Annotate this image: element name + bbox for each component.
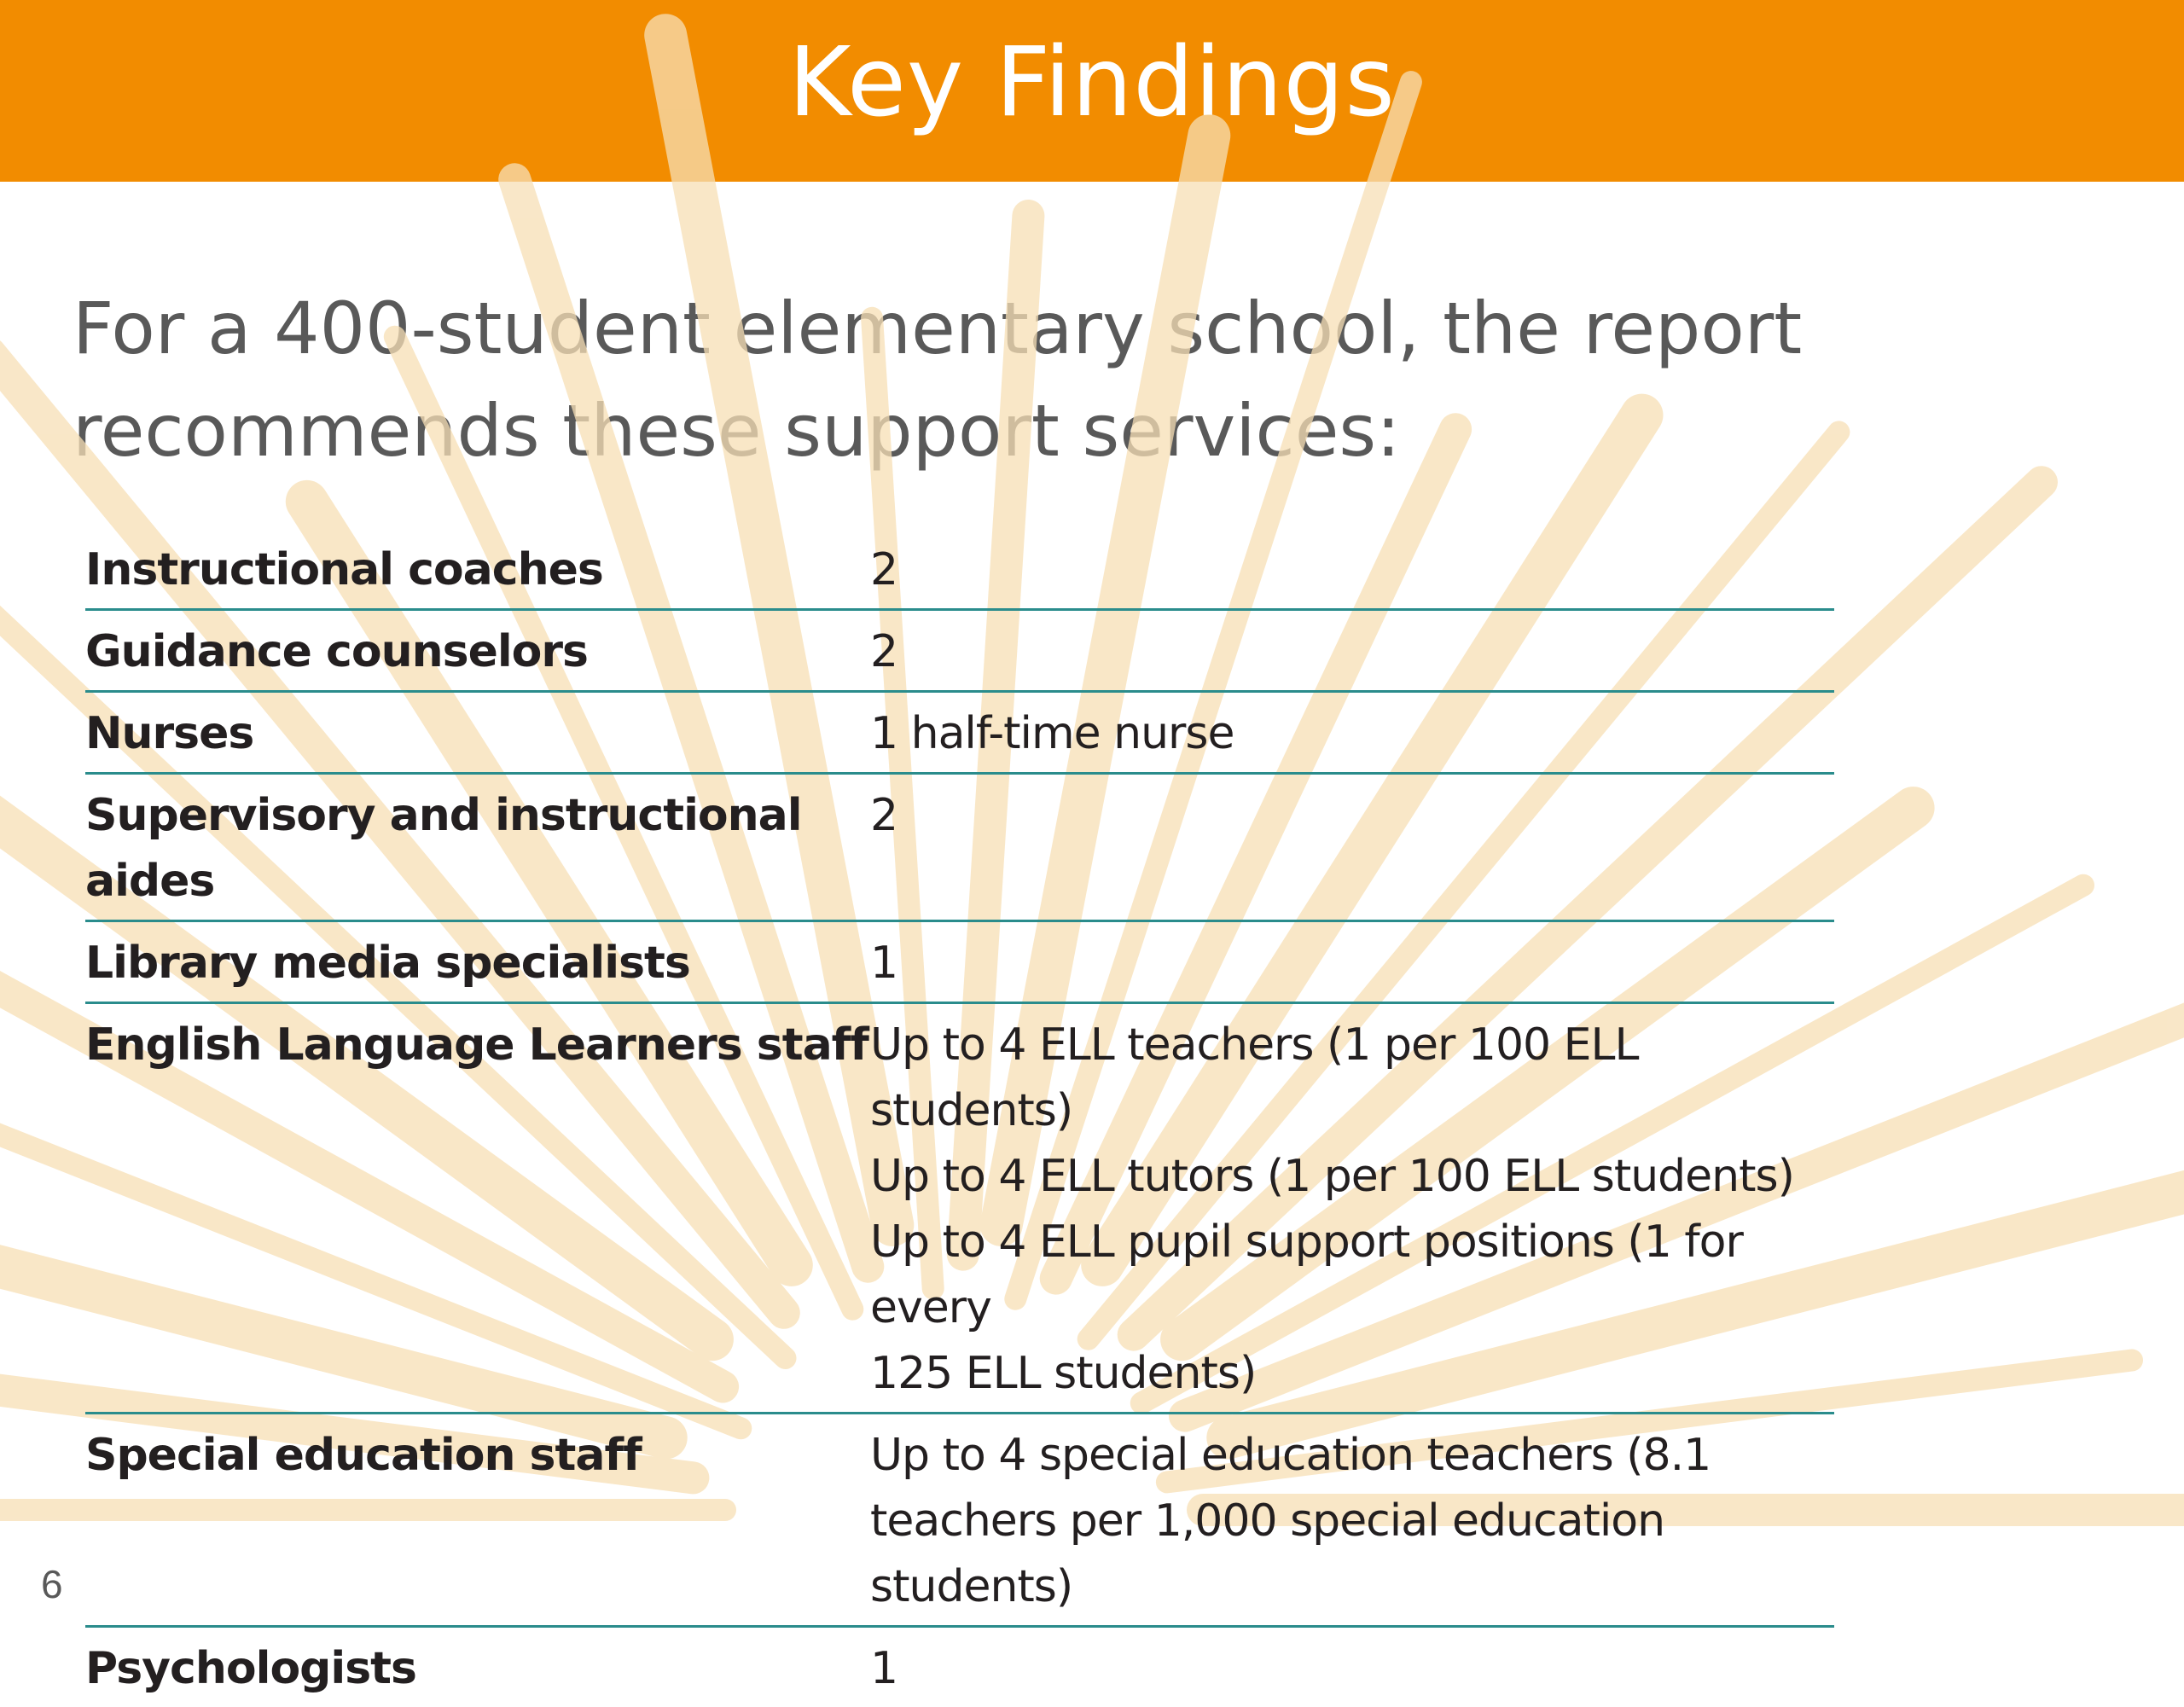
row-label: Library media specialists <box>85 921 870 1003</box>
row-value-line: 125 ELL students) <box>870 1341 1834 1407</box>
row-value <box>870 774 1834 921</box>
row-label: Supervisory and instructional aides <box>85 774 870 921</box>
table-row <box>85 610 1834 692</box>
row-label: Instructional coaches <box>85 529 870 610</box>
row-value-line: Up to 4 ELL pupil support positions (1 for every <box>870 1210 1834 1341</box>
row-label: Guidance counselors <box>85 610 870 692</box>
row-value-line: 1 half-time nurse <box>870 701 1834 767</box>
row-label: Special education staff <box>85 1414 870 1627</box>
row-value-line: 2 <box>870 537 1834 603</box>
row-value-line: 1 <box>870 931 1834 996</box>
table-row <box>85 1003 1834 1414</box>
services-table-panel <box>51 529 1868 1512</box>
row-label: Nurses <box>85 692 870 774</box>
table-row <box>85 529 1834 610</box>
row-label: Psychologists <box>85 1627 870 1707</box>
row-value-line: 2 <box>870 783 1834 849</box>
page-number: 6 <box>41 1561 63 1607</box>
slide-subtitle: For a 400-student elementary school, the report recommends these support services: <box>73 277 2035 482</box>
row-value <box>870 610 1834 692</box>
row-value-line: Up to 4 ELL teachers (1 per 100 ELL students) <box>870 1013 1834 1144</box>
row-value-line: 2 <box>870 619 1834 685</box>
support-services-table <box>85 529 1834 1707</box>
slide-title: Key Findings <box>788 27 1396 138</box>
row-value <box>870 692 1834 774</box>
row-value <box>870 529 1834 610</box>
row-value-line: Up to 4 special education teachers (8.1 <box>870 1423 1834 1489</box>
table-row <box>85 774 1834 921</box>
table-row <box>85 1414 1834 1627</box>
row-value-line: Up to 4 ELL tutors (1 per 100 ELL students) <box>870 1144 1834 1210</box>
row-value <box>870 1414 1834 1627</box>
title-bar <box>0 0 2184 182</box>
row-value-line: 1 <box>870 1636 1834 1702</box>
row-value <box>870 921 1834 1003</box>
table-row <box>85 692 1834 774</box>
row-value <box>870 1627 1834 1707</box>
row-label: English Language Learners staff <box>85 1003 870 1414</box>
row-value-line: teachers per 1,000 special education students) <box>870 1489 1834 1620</box>
table-row <box>85 1627 1834 1707</box>
row-value <box>870 1003 1834 1414</box>
table-row <box>85 921 1834 1003</box>
